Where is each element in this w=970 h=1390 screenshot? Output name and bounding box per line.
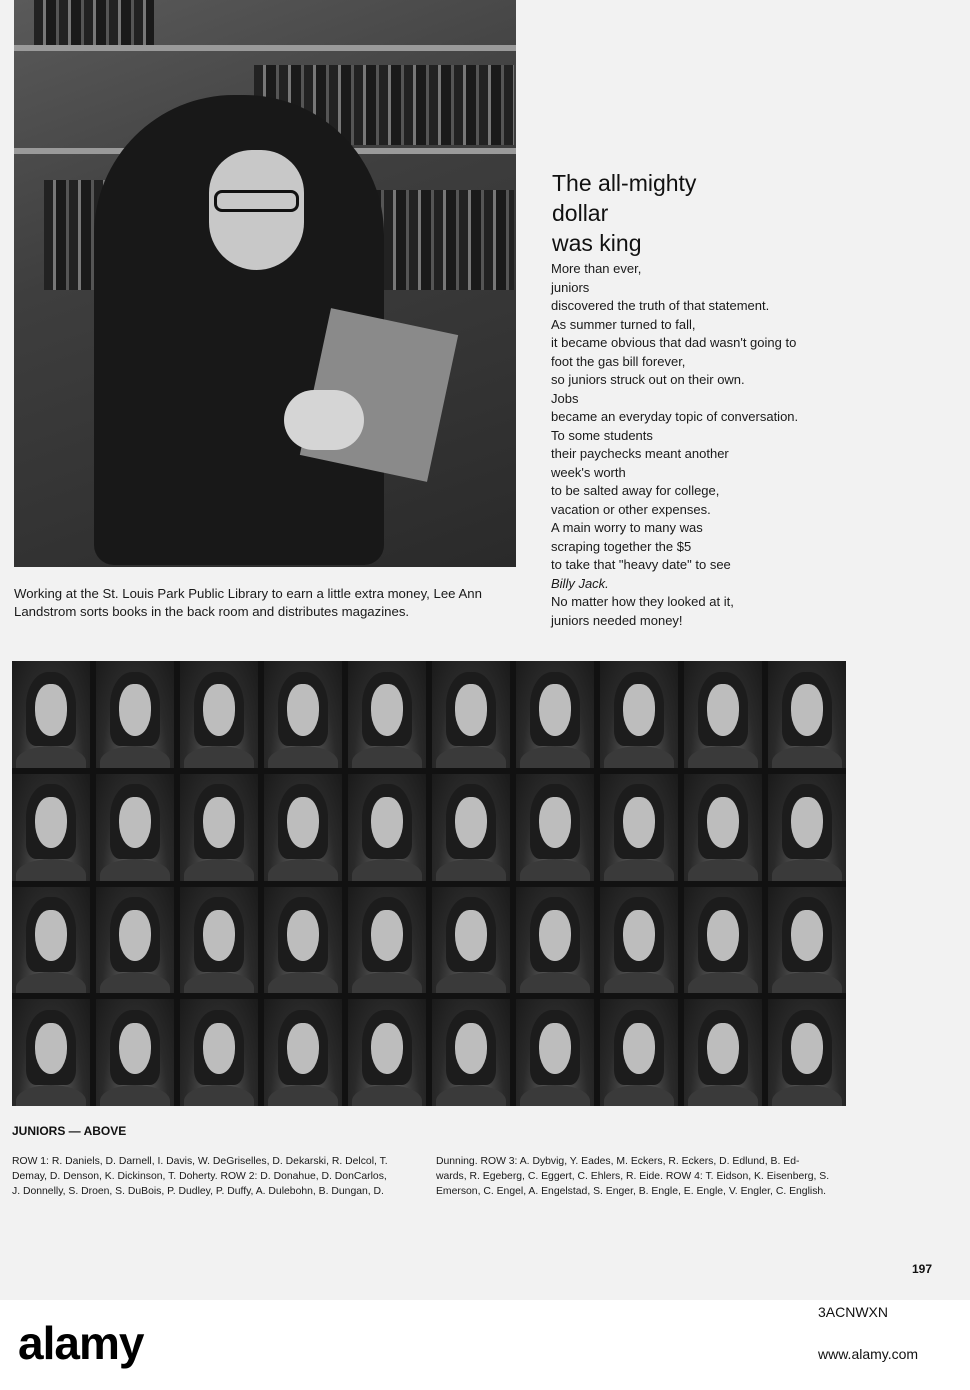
student-portrait xyxy=(348,999,426,1106)
portrait-face xyxy=(539,797,570,848)
student-portrait xyxy=(516,774,594,881)
portrait-face xyxy=(119,1023,150,1074)
student-portrait xyxy=(12,661,90,768)
portrait-shoulders xyxy=(16,1085,86,1106)
portrait-face xyxy=(35,684,66,735)
names-caption-left xyxy=(12,1154,422,1199)
portrait-shoulders xyxy=(352,972,422,993)
body-line: so juniors struck out on their own. xyxy=(551,372,745,387)
portrait-shoulders xyxy=(16,859,86,880)
student-portrait xyxy=(600,999,678,1106)
portrait-shoulders xyxy=(520,859,590,880)
portrait-shoulders xyxy=(520,972,590,993)
portrait-shoulders xyxy=(268,746,338,767)
portrait-face xyxy=(371,1023,402,1074)
portrait-face xyxy=(791,910,822,961)
portrait-shoulders xyxy=(100,859,170,880)
watermark-url: www.alamy.com xyxy=(818,1346,919,1362)
portrait-face xyxy=(707,1023,738,1074)
page-number: 197 xyxy=(912,1262,933,1276)
student-portrait xyxy=(96,887,174,994)
student-portrait xyxy=(768,999,846,1106)
student-portrait xyxy=(12,774,90,881)
portrait-face xyxy=(371,797,402,848)
headline-line: The all-mighty xyxy=(552,170,697,196)
portrait-face xyxy=(539,684,570,735)
student-portrait xyxy=(516,999,594,1106)
names-line: wards, R. Egeberg, C. Eggert, C. Ehlers, R. Eide. ROW 4: T. Eidson, K. Eisenberg, S. xyxy=(436,1171,830,1182)
portrait-face xyxy=(287,910,318,961)
body-line: No matter how they looked at it, xyxy=(551,594,734,609)
portrait-face xyxy=(35,797,66,848)
portrait-shoulders xyxy=(688,746,758,767)
watermark-image-id: 3ACNWXN xyxy=(818,1304,889,1320)
portrait-shoulders xyxy=(184,746,254,767)
portrait-shoulders xyxy=(184,1085,254,1106)
student-portrait xyxy=(432,887,510,994)
names-line: J. Donnelly, S. Droen, S. DuBois, P. Dudley, P. Duffy, A. Dulebohn, B. Dungan, D. xyxy=(12,1186,384,1197)
portrait-face xyxy=(455,684,486,735)
body-line: week's worth xyxy=(551,464,626,480)
portrait-shoulders xyxy=(352,859,422,880)
student-portrait xyxy=(768,661,846,768)
portrait-face xyxy=(119,910,150,961)
names-caption-right xyxy=(436,1154,846,1199)
shelf xyxy=(14,45,516,51)
portrait-face xyxy=(371,910,402,961)
library-photo xyxy=(14,0,516,567)
body-line: More than ever, xyxy=(551,261,642,276)
body-line: their paychecks meant another xyxy=(551,446,729,461)
portraits-label: JUNIORS — ABOVE xyxy=(12,1124,127,1138)
student-portrait xyxy=(264,774,342,881)
portrait-face xyxy=(707,910,738,961)
student-portrait xyxy=(180,774,258,881)
portrait-shoulders xyxy=(436,1085,506,1106)
headline-line: dollar xyxy=(552,200,609,226)
portrait-shoulders xyxy=(352,746,422,767)
caption-line: Landstrom sorts books in the back room and distributes magazines. xyxy=(14,604,410,619)
portrait-face xyxy=(35,1023,66,1074)
body-line: it became obvious that dad wasn't going to xyxy=(551,335,797,350)
portrait-shoulders xyxy=(16,972,86,993)
portrait-face xyxy=(539,910,570,961)
portrait-face xyxy=(623,797,654,848)
portrait-face xyxy=(203,1023,234,1074)
body-line: A main worry to many was xyxy=(551,520,703,535)
student-portrait xyxy=(432,661,510,768)
portrait-shoulders xyxy=(100,972,170,993)
portrait-shoulders xyxy=(604,746,674,767)
glasses xyxy=(214,190,299,212)
portrait-face xyxy=(371,684,402,735)
portrait-shoulders xyxy=(436,972,506,993)
student-portrait xyxy=(348,774,426,881)
portrait-shoulders xyxy=(772,859,842,880)
student-portrait xyxy=(684,887,762,994)
student-portrait xyxy=(768,774,846,881)
portrait-face xyxy=(455,910,486,961)
student-portrait xyxy=(180,887,258,994)
student-portrait xyxy=(264,661,342,768)
names-line: Demay, D. Denson, K. Dickinson, T. Doherty. ROW 2: D. Donahue, D. DonCarlos, xyxy=(12,1171,387,1182)
caption-line: Working at the St. Louis Park Public Library to earn a little extra money, Lee Ann xyxy=(14,586,482,601)
portrait-shoulders xyxy=(268,859,338,880)
portrait-face xyxy=(455,1023,486,1074)
portrait-grid xyxy=(12,661,846,1106)
portrait-shoulders xyxy=(16,746,86,767)
portrait-shoulders xyxy=(100,1085,170,1106)
student-portrait xyxy=(96,774,174,881)
body-line: scraping together the $5 xyxy=(551,538,692,554)
portrait-shoulders xyxy=(772,746,842,767)
photo-caption xyxy=(14,585,524,621)
portrait-shoulders xyxy=(184,972,254,993)
portrait-face xyxy=(203,910,234,961)
headline-line: was king xyxy=(552,230,642,256)
portrait-face xyxy=(539,1023,570,1074)
portrait-shoulders xyxy=(688,859,758,880)
names-line: Emerson, C. Engel, A. Engelstad, S. Enger, B. Engle, E. Engle, V. Engler, C. English. xyxy=(436,1186,827,1197)
student-portrait xyxy=(600,887,678,994)
student-portrait xyxy=(12,999,90,1106)
portrait-shoulders xyxy=(100,746,170,767)
names-line: ROW 1: R. Daniels, D. Darnell, I. Davis, W. DeGriselles, D. Dekarski, R. Delcol, T. xyxy=(12,1156,388,1167)
body-line: Billy Jack. xyxy=(551,575,609,591)
student-portrait xyxy=(12,887,90,994)
portrait-face xyxy=(623,1023,654,1074)
body-line: As summer turned to fall, xyxy=(551,316,696,332)
portrait-face xyxy=(623,684,654,735)
article-body xyxy=(551,260,851,630)
student-portrait xyxy=(264,999,342,1106)
body-line: vacation or other expenses. xyxy=(551,501,711,517)
portrait-face xyxy=(791,1023,822,1074)
body-line: To some students xyxy=(551,427,653,443)
student-portrait xyxy=(180,999,258,1106)
portrait-face xyxy=(203,684,234,735)
portrait-face xyxy=(791,684,822,735)
body-line: juniors needed money! xyxy=(551,612,683,628)
portrait-face xyxy=(455,797,486,848)
student-portrait xyxy=(600,661,678,768)
student-portrait xyxy=(684,999,762,1106)
student-portrait xyxy=(180,661,258,768)
portrait-face xyxy=(287,797,318,848)
portrait-face xyxy=(707,797,738,848)
student-portrait xyxy=(348,887,426,994)
body-line: to be salted away for college, xyxy=(551,483,720,498)
student-portrait xyxy=(348,661,426,768)
portrait-shoulders xyxy=(688,972,758,993)
body-line: became an everyday topic of conversation. xyxy=(551,409,799,424)
portrait-shoulders xyxy=(688,1085,758,1106)
portrait-shoulders xyxy=(520,1085,590,1106)
student-portrait xyxy=(516,661,594,768)
portrait-shoulders xyxy=(604,859,674,880)
student-portrait xyxy=(600,774,678,881)
student-portrait xyxy=(684,661,762,768)
student-portrait xyxy=(264,887,342,994)
names-line: Dunning. ROW 3: A. Dybvig, Y. Eades, M. Eckers, R. Eckers, D. Edlund, B. Ed- xyxy=(436,1156,800,1167)
books-row xyxy=(34,0,154,45)
portrait-face xyxy=(119,797,150,848)
body-line: foot the gas bill forever, xyxy=(551,353,686,369)
portrait-face xyxy=(623,910,654,961)
portrait-shoulders xyxy=(772,972,842,993)
portrait-shoulders xyxy=(436,859,506,880)
portrait-shoulders xyxy=(520,746,590,767)
article-headline xyxy=(552,168,812,258)
student-portrait xyxy=(516,887,594,994)
portrait-shoulders xyxy=(604,1085,674,1106)
portrait-shoulders xyxy=(772,1085,842,1106)
student-portrait xyxy=(96,999,174,1106)
body-line: discovered the truth of that statement. xyxy=(551,298,770,313)
portrait-face xyxy=(791,797,822,848)
student-portrait xyxy=(684,774,762,881)
portrait-shoulders xyxy=(604,972,674,993)
watermark-logo: alamy xyxy=(18,1317,144,1369)
body-line: to take that "heavy date" to see xyxy=(551,557,731,572)
portrait-face xyxy=(119,684,150,735)
body-line: Jobs xyxy=(551,390,579,406)
student-portrait xyxy=(768,887,846,994)
portrait-shoulders xyxy=(436,746,506,767)
portrait-shoulders xyxy=(184,859,254,880)
portrait-shoulders xyxy=(268,972,338,993)
portrait-face xyxy=(35,910,66,961)
student-portrait xyxy=(432,999,510,1106)
body-line: juniors xyxy=(551,279,590,295)
portrait-face xyxy=(287,684,318,735)
portrait-face xyxy=(203,797,234,848)
portrait-face xyxy=(287,1023,318,1074)
hand xyxy=(284,390,364,450)
portrait-shoulders xyxy=(268,1085,338,1106)
portrait-face xyxy=(707,684,738,735)
student-portrait xyxy=(432,774,510,881)
student-portrait xyxy=(96,661,174,768)
portrait-shoulders xyxy=(352,1085,422,1106)
